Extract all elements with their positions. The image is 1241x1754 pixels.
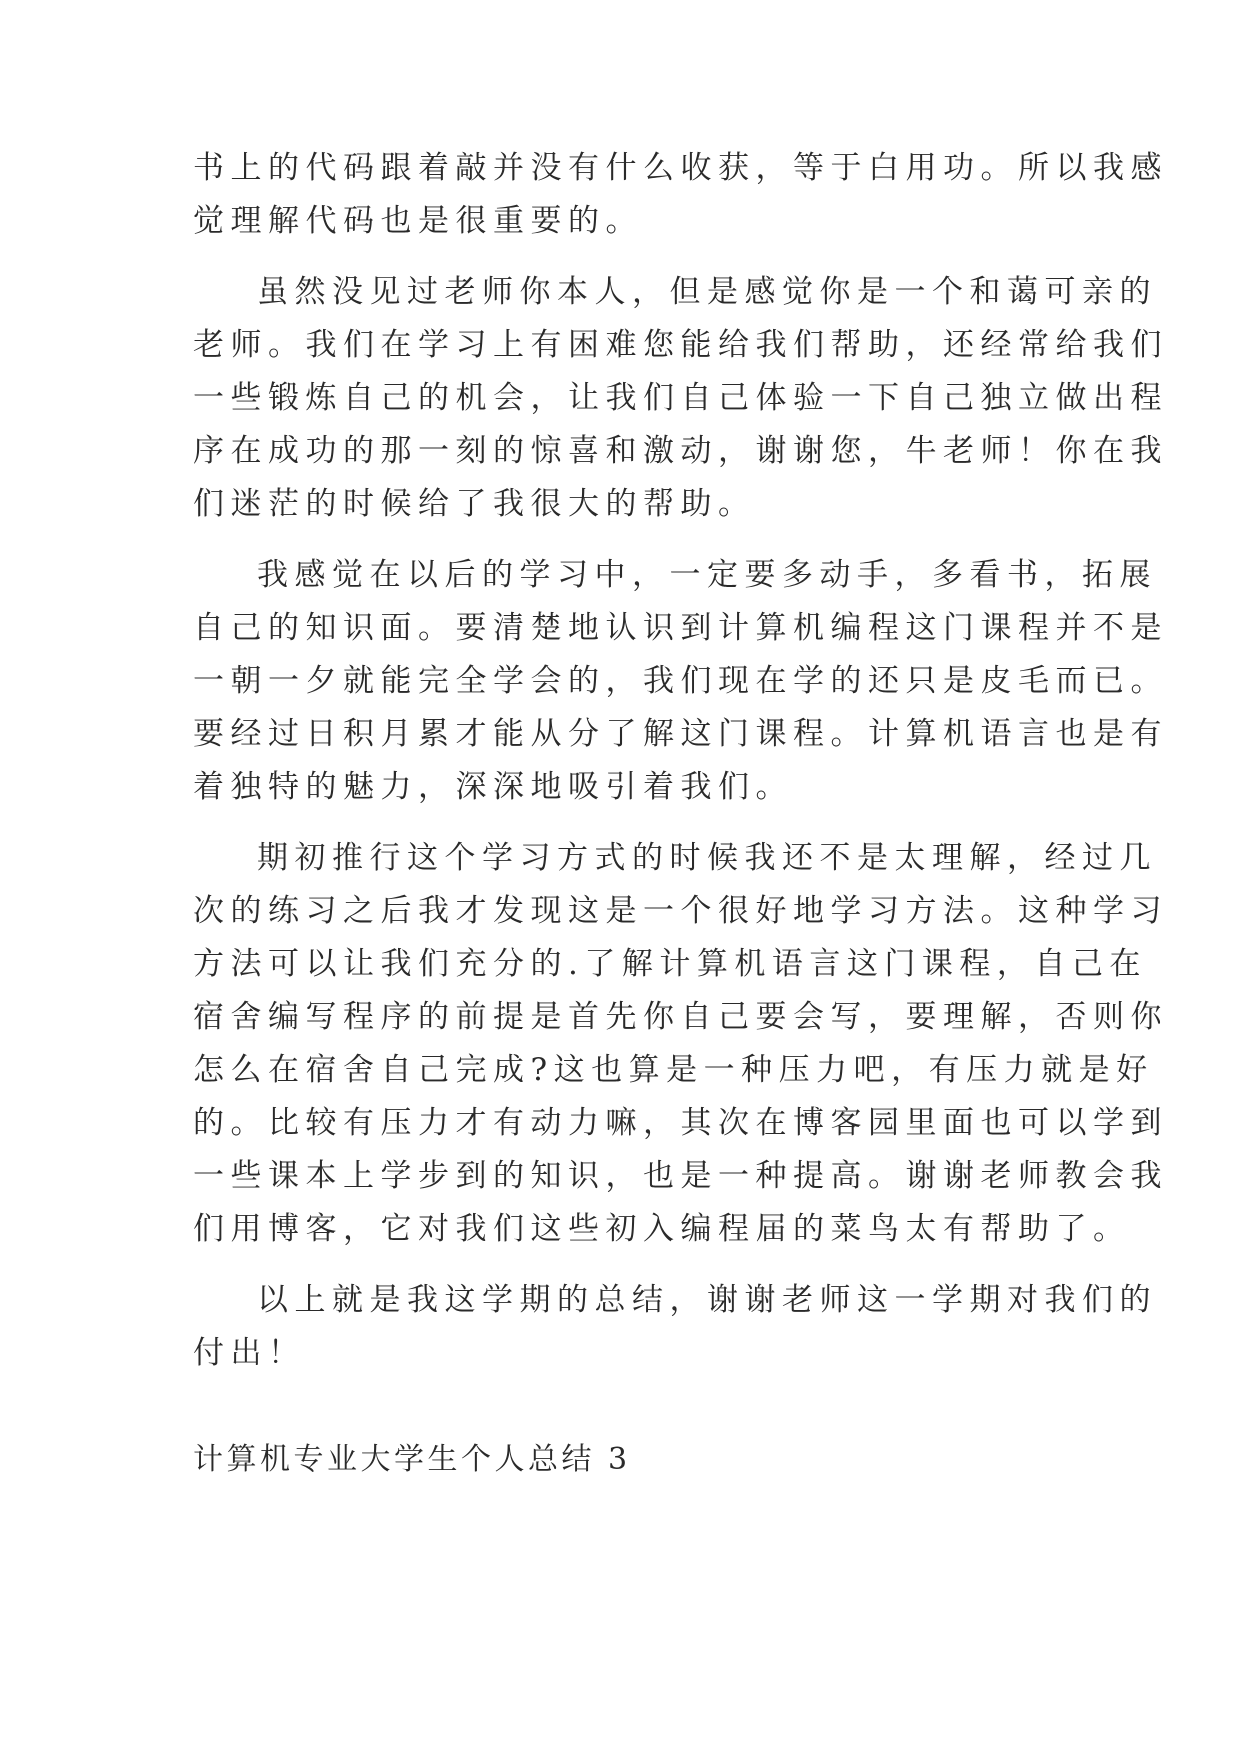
paragraph-line: 觉理解代码也是很重要的。 [193,203,643,239]
paragraph-line: 次的练习之后我才发现这是一个很好地学习方法。这种学习 [193,893,1168,929]
paragraph-line: 们迷茫的时候给了我很大的帮助。 [193,486,756,522]
paragraph-line: 宿舍编写程序的前提是首先你自己要会写，要理解，否则你 [193,999,1168,1035]
paragraph-line: 一些课本上学步到的知识，也是一种提高。谢谢老师教会我 [193,1158,1168,1194]
paragraph-line: 序在成功的那一刻的惊喜和激动，谢谢您，牛老师！你在我 [193,433,1168,469]
paragraph-line: 自己的知识面。要清楚地认识到计算机编程这门课程并不是 [193,610,1168,646]
section-heading: 计算机专业大学生个人总结 3 [193,1442,631,1477]
paragraph-line: 要经过日积月累才能从分了解这门课程。计算机语言也是有 [193,716,1168,752]
paragraph-line: 的。比较有压力才有动力嘛，其次在博客园里面也可以学到 [193,1105,1168,1141]
paragraph-line: 以上就是我这学期的总结，谢谢老师这一学期对我们的 [257,1282,1157,1318]
paragraph-line: 我感觉在以后的学习中，一定要多动手，多看书，拓展 [257,557,1157,593]
paragraph-line: 老师。我们在学习上有困难您能给我们帮助，还经常给我们 [193,327,1168,363]
paragraph-line: 一些锻炼自己的机会，让我们自己体验一下自己独立做出程 [193,380,1168,416]
paragraph-line: 怎么在宿舍自己完成?这也算是一种压力吧，有压力就是好 [193,1052,1154,1088]
paragraph-line: 虽然没见过老师你本人，但是感觉你是一个和蔼可亲的 [257,274,1157,310]
paragraph-line: 着独特的魅力，深深地吸引着我们。 [193,769,793,805]
paragraph-line: 书上的代码跟着敲并没有什么收获，等于白用功。所以我感 [193,150,1168,186]
paragraph-line: 付出！ [193,1335,306,1371]
paragraph-line: 方法可以让我们充分的.了解计算机语言这门课程，自己在 [193,946,1147,982]
paragraph-line: 期初推行这个学习方式的时候我还不是太理解，经过几 [257,840,1157,876]
paragraph-line: 们用博客，它对我们这些初入编程届的菜鸟太有帮助了。 [193,1211,1131,1247]
paragraph-line: 一朝一夕就能完全学会的，我们现在学的还只是皮毛而已。 [193,663,1168,699]
